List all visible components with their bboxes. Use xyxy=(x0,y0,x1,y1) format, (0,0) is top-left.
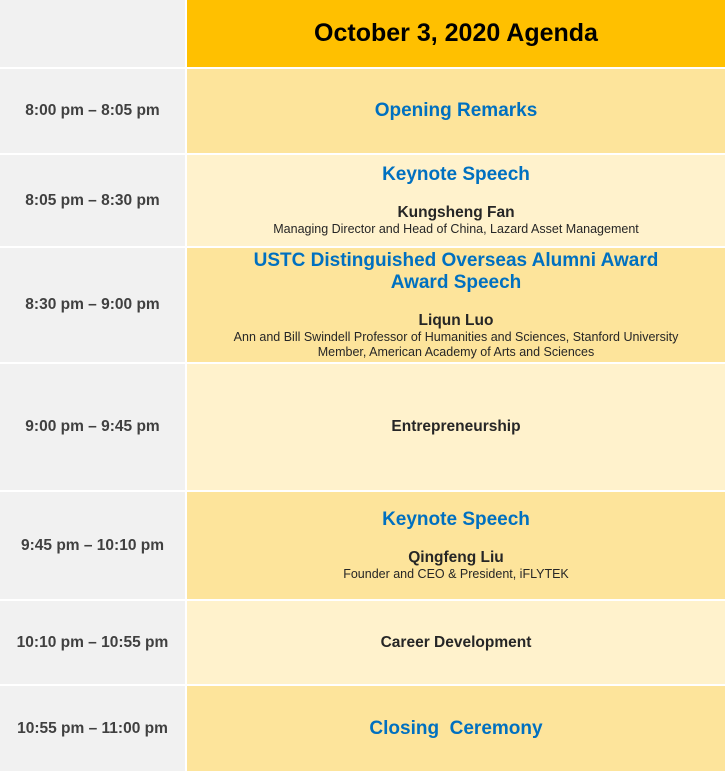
agenda-header-cell xyxy=(187,0,725,67)
time-cell: 9:45 pm – 10:10 pm xyxy=(0,492,185,599)
session-cell xyxy=(187,248,725,362)
time-cell: 10:55 pm – 11:00 pm xyxy=(0,686,185,771)
session-title: Keynote Speech xyxy=(382,509,530,530)
speaker-role: Member, American Academy of Arts and Sciences xyxy=(317,345,595,359)
time-cell: 8:30 pm – 9:00 pm xyxy=(0,248,185,362)
agenda-row xyxy=(0,155,725,246)
speaker-name: Liqun Luo xyxy=(418,312,494,329)
session-cell xyxy=(187,601,725,684)
speaker-name: Qingfeng Liu xyxy=(408,549,504,566)
speaker-name: Kungsheng Fan xyxy=(397,204,515,221)
agenda-title: October 3, 2020 Agenda xyxy=(314,19,598,47)
agenda-row xyxy=(0,69,725,153)
agenda-row xyxy=(0,364,725,490)
speaker-role: Founder and CEO & President, iFLYTEK xyxy=(343,567,569,581)
agenda-row xyxy=(0,601,725,684)
header-empty-cell xyxy=(0,0,185,67)
agenda-row xyxy=(0,492,725,599)
speaker-role: Ann and Bill Swindell Professor of Humanities and Sciences, Stanford University xyxy=(233,330,679,344)
session-cell xyxy=(187,492,725,599)
session-title: Keynote Speech xyxy=(382,164,530,185)
session-cell xyxy=(187,69,725,153)
agenda-row xyxy=(0,248,725,362)
time-cell: 8:05 pm – 8:30 pm xyxy=(0,155,185,246)
session-title: Entrepreneurship xyxy=(391,418,521,435)
session-cell xyxy=(187,686,725,771)
session-title: Career Development xyxy=(380,633,532,651)
session-title: Opening Remarks xyxy=(374,100,538,121)
session-title: Closing Ceremony xyxy=(369,717,543,739)
session-cell xyxy=(187,155,725,246)
session-title: USTC Distinguished Overseas Alumni Award xyxy=(253,250,659,271)
agenda-header-row xyxy=(0,0,725,67)
time-cell: 10:10 pm – 10:55 pm xyxy=(0,601,185,684)
agenda-row xyxy=(0,686,725,771)
time-cell: 8:00 pm – 8:05 pm xyxy=(0,69,185,153)
time-cell: 9:00 pm – 9:45 pm xyxy=(0,364,185,490)
session-title: Award Speech xyxy=(390,272,522,293)
speaker-role: Managing Director and Head of China, Lazard Asset Management xyxy=(273,222,639,236)
session-cell xyxy=(187,364,725,490)
